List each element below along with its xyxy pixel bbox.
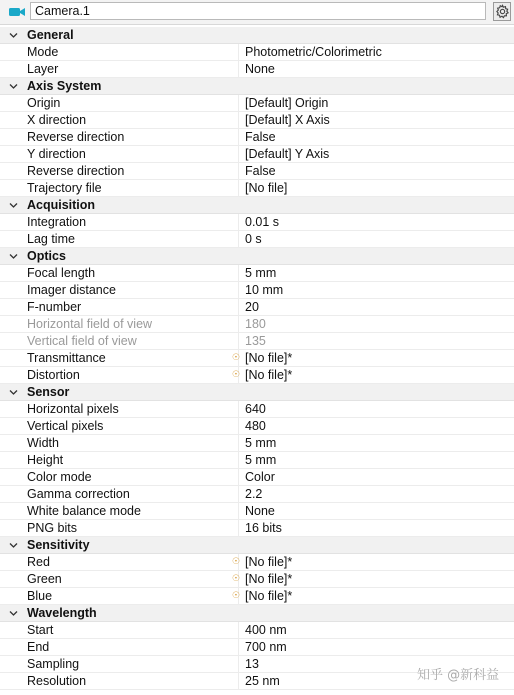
property-name: Reverse direction (27, 130, 125, 144)
property-row-transmittance[interactable] (0, 350, 514, 367)
property-value[interactable]: 480 (245, 419, 266, 433)
property-row-end[interactable] (0, 639, 514, 656)
column-divider (238, 316, 239, 332)
property-name: X direction (27, 113, 87, 127)
property-name: Trajectory file (27, 181, 102, 195)
property-value[interactable]: 0.01 s (245, 215, 280, 229)
property-value[interactable]: 700 nm (245, 640, 287, 654)
property-grid (0, 27, 514, 690)
property-row-focal-length[interactable] (0, 265, 514, 282)
property-name: F-number (27, 300, 82, 314)
column-divider (238, 401, 239, 417)
property-value[interactable]: 5 mm (245, 266, 277, 280)
property-row-layer[interactable] (0, 61, 514, 78)
column-divider (238, 61, 239, 77)
property-row-distortion[interactable] (0, 367, 514, 384)
settings-button[interactable] (493, 2, 511, 21)
category-label: Axis System (27, 79, 102, 93)
property-row-horizontal-pixels[interactable] (0, 401, 514, 418)
column-divider (238, 622, 239, 638)
chevron-down-icon[interactable] (9, 83, 18, 90)
category-label: Optics (27, 249, 66, 263)
property-value[interactable]: 400 nm (245, 623, 287, 637)
chevron-down-icon[interactable] (9, 32, 18, 39)
category-label: Wavelength (27, 606, 97, 620)
property-name: Mode (27, 45, 59, 59)
column-divider (238, 503, 239, 519)
chevron-down-icon[interactable] (9, 542, 18, 549)
property-name: Imager distance (27, 283, 116, 297)
column-divider (238, 129, 239, 145)
category-sensor[interactable] (0, 384, 514, 401)
property-name: Reverse direction (27, 164, 125, 178)
column-divider (238, 435, 239, 451)
category-label: Sensitivity (27, 538, 90, 552)
property-value[interactable]: None (245, 504, 275, 518)
property-value[interactable]: [Default] X Axis (245, 113, 330, 127)
property-row-integration[interactable] (0, 214, 514, 231)
column-divider (238, 469, 239, 485)
property-value: 135 (245, 334, 266, 348)
property-value[interactable]: 5 mm (245, 453, 277, 467)
property-value[interactable]: [No file] (245, 181, 288, 195)
column-divider (238, 146, 239, 162)
watermark: 知乎 @新科益 (417, 668, 500, 683)
property-value[interactable]: 0 s (245, 232, 262, 246)
property-name: Origin (27, 96, 61, 110)
property-row-origin[interactable] (0, 95, 514, 112)
property-name: Horizontal field of view (27, 317, 153, 331)
column-divider (238, 180, 239, 196)
property-value[interactable]: 10 mm (245, 283, 284, 297)
column-divider (238, 299, 239, 315)
column-divider (238, 639, 239, 655)
category-acquisition[interactable] (0, 197, 514, 214)
property-name: PNG bits (27, 521, 78, 535)
property-row-white-balance-mode[interactable] (0, 503, 514, 520)
chevron-down-icon[interactable] (9, 253, 18, 260)
property-name: Integration (27, 215, 87, 229)
property-value[interactable]: 13 (245, 657, 259, 671)
property-name: Red (27, 555, 50, 569)
property-value[interactable]: 25 nm (245, 674, 280, 688)
file-warning-icon: ☉ (232, 369, 241, 379)
property-name: Vertical field of view (27, 334, 137, 348)
property-row-reverse-direction[interactable] (0, 129, 514, 146)
file-warning-icon: ☉ (232, 573, 241, 583)
property-name: Blue (27, 589, 53, 603)
property-row-imager-distance[interactable] (0, 282, 514, 299)
property-row-f-number[interactable] (0, 299, 514, 316)
property-value[interactable]: 16 bits (245, 521, 282, 535)
property-value[interactable]: [No file]* (245, 572, 293, 586)
property-row-gamma-correction[interactable] (0, 486, 514, 503)
property-row-trajectory-file[interactable] (0, 180, 514, 197)
category-label: General (27, 28, 74, 42)
property-name: Height (27, 453, 64, 467)
column-divider (238, 673, 239, 689)
property-name: White balance mode (27, 504, 141, 518)
property-value[interactable]: Color (245, 470, 275, 484)
property-value[interactable]: Photometric/Colorimetric (245, 45, 382, 59)
column-divider (238, 486, 239, 502)
property-row-png-bits[interactable] (0, 520, 514, 537)
property-name: Focal length (27, 266, 96, 280)
property-value[interactable]: None (245, 62, 275, 76)
property-row-height[interactable] (0, 452, 514, 469)
column-divider (238, 418, 239, 434)
chevron-down-icon[interactable] (9, 202, 18, 209)
column-divider (238, 265, 239, 281)
category-label: Acquisition (27, 198, 96, 212)
property-row-y-direction[interactable] (0, 146, 514, 163)
category-wavelength[interactable] (0, 605, 514, 622)
file-warning-icon: ☉ (232, 352, 241, 362)
property-value[interactable]: [No file]* (245, 555, 293, 569)
property-header (0, 0, 514, 25)
property-row-mode[interactable] (0, 44, 514, 61)
property-row-color-mode[interactable] (0, 469, 514, 486)
property-value: 180 (245, 317, 266, 331)
property-row-width[interactable] (0, 435, 514, 452)
file-warning-icon: ☉ (232, 590, 241, 600)
chevron-down-icon[interactable] (9, 610, 18, 617)
column-divider (238, 95, 239, 111)
property-value[interactable]: 2.2 (245, 487, 263, 501)
property-name: Layer (27, 62, 59, 76)
camera-icon (8, 5, 26, 19)
property-row-horizontal-field-of-view (0, 316, 514, 333)
property-name: Green (27, 572, 62, 586)
property-row-blue[interactable] (0, 588, 514, 605)
category-axis-system[interactable] (0, 78, 514, 95)
property-name: Y direction (27, 147, 86, 161)
property-name: Horizontal pixels (27, 402, 119, 416)
property-value[interactable]: 640 (245, 402, 266, 416)
property-value[interactable]: False (245, 130, 276, 144)
column-divider (238, 112, 239, 128)
property-row-vertical-field-of-view (0, 333, 514, 350)
property-name: Width (27, 436, 59, 450)
property-name: End (27, 640, 50, 654)
property-name: Gamma correction (27, 487, 130, 501)
column-divider (238, 231, 239, 247)
category-optics[interactable] (0, 248, 514, 265)
property-value[interactable]: 5 mm (245, 436, 277, 450)
property-name: Lag time (27, 232, 75, 246)
property-value[interactable]: [Default] Origin (245, 96, 329, 110)
column-divider (238, 452, 239, 468)
property-row-vertical-pixels[interactable] (0, 418, 514, 435)
chevron-down-icon[interactable] (9, 389, 18, 396)
property-value[interactable]: 20 (245, 300, 259, 314)
property-name: Distortion (27, 368, 80, 382)
column-divider (238, 282, 239, 298)
property-row-x-direction[interactable] (0, 112, 514, 129)
property-row-reverse-direction[interactable] (0, 163, 514, 180)
property-value[interactable]: [No file]* (245, 368, 293, 382)
property-value[interactable]: [Default] Y Axis (245, 147, 330, 161)
property-value[interactable]: [No file]* (245, 351, 293, 365)
category-general[interactable] (0, 27, 514, 44)
gear-icon (495, 4, 510, 19)
file-warning-icon: ☉ (232, 556, 241, 566)
column-divider (238, 214, 239, 230)
property-name: Resolution (27, 674, 87, 688)
property-name: Color mode (27, 470, 92, 484)
category-sensitivity[interactable] (0, 537, 514, 554)
column-divider (238, 44, 239, 60)
column-divider (238, 163, 239, 179)
column-divider (238, 520, 239, 536)
property-name: Start (27, 623, 54, 637)
property-row-green[interactable] (0, 571, 514, 588)
category-label: Sensor (27, 385, 70, 399)
object-name-field[interactable] (30, 2, 486, 20)
property-name: Vertical pixels (27, 419, 104, 433)
property-value[interactable]: False (245, 164, 276, 178)
property-row-red[interactable] (0, 554, 514, 571)
property-row-start[interactable] (0, 622, 514, 639)
property-name: Transmittance (27, 351, 106, 365)
property-value[interactable]: [No file]* (245, 589, 293, 603)
column-divider (238, 656, 239, 672)
column-divider (238, 333, 239, 349)
property-name: Sampling (27, 657, 80, 671)
property-row-lag-time[interactable] (0, 231, 514, 248)
